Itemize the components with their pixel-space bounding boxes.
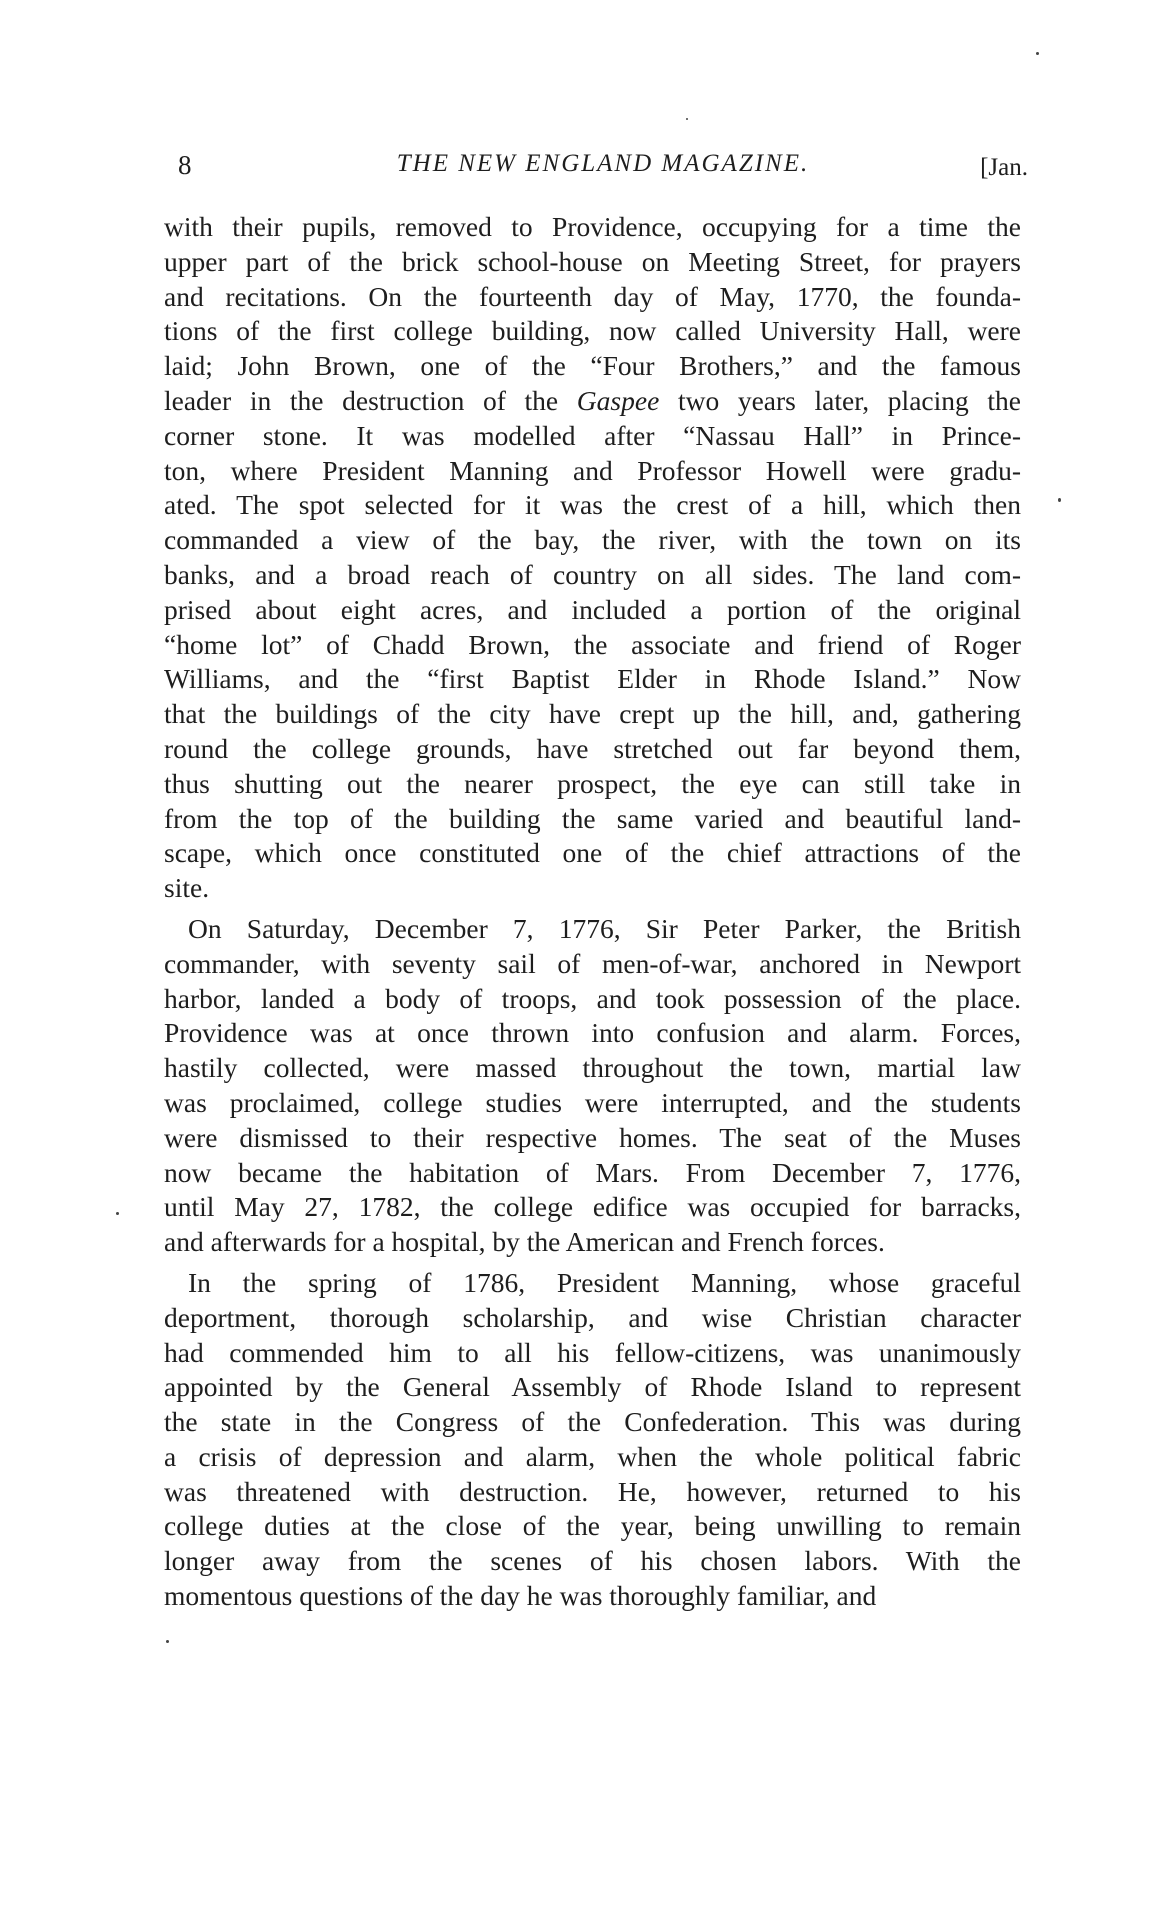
text-line: momentous questions of the day he was thoroughly familiar, and xyxy=(164,1580,877,1612)
text-line: ated. The spot selected for it was the crest of a hill, which then xyxy=(164,489,1021,521)
text-line: that the buildings of the city have crept up the hill, and, gathering xyxy=(164,698,1021,730)
magazine-title: THE NEW ENGLAND MAGAZINE. xyxy=(396,150,810,177)
text-line: was threatened with destruction. He, however, returned to his xyxy=(164,1475,1021,1507)
text-line: from the top of the building the same varied and beautiful land- xyxy=(164,802,1021,834)
text-line: ton, where President Manning and Professor Howell were gradu- xyxy=(164,454,1021,486)
text-line: thus shutting out the nearer prospect, the eye can still take in xyxy=(164,767,1021,799)
text-line: tions of the first college building, now called University Hall, were xyxy=(164,315,1021,347)
scan-speck xyxy=(1058,498,1061,502)
text-line: had commended him to all his fellow-citizens, was unanimously xyxy=(164,1336,1021,1368)
text-line: leader in the destruction of the Gaspee two years later, placing the xyxy=(164,384,1021,416)
text-line: commanded a view of the bay, the river, with the town on its xyxy=(164,524,1021,556)
text-line: and recitations. On the fourteenth day of May, 1770, the founda- xyxy=(164,280,1021,312)
text-line: deportment, thorough scholarship, and wise Christian character xyxy=(164,1301,1021,1333)
text-line: were dismissed to their respective homes. The seat of the Muses xyxy=(164,1121,1021,1153)
text-line: was proclaimed, college studies were interrupted, and the students xyxy=(164,1086,1021,1118)
text-line: hastily collected, were massed throughout the town, martial law xyxy=(164,1052,1021,1084)
text-line: commander, with seventy sail of men-of-war, anchored in Newport xyxy=(164,947,1021,979)
text-line: “home lot” of Chadd Brown, the associate and friend of Roger xyxy=(164,628,1021,660)
scan-speck xyxy=(1036,52,1039,55)
italic-ship-name: Gaspee xyxy=(576,384,660,416)
text-line: until May 27, 1782, the college edifice was occupied for barracks, xyxy=(164,1191,1021,1223)
text-line: corner stone. It was modelled after “Nassau Hall” in Prince- xyxy=(164,419,1021,451)
text-line: now became the habitation of Mars. From December 7, 1776, xyxy=(164,1156,1021,1188)
text-line: the state in the Congress of the Confederation. This was during xyxy=(164,1406,1021,1438)
article-body xyxy=(164,210,1021,1614)
text-line: Williams, and the “first Baptist Elder in Rhode Island.” Now xyxy=(164,663,1021,695)
text-line: a crisis of depression and alarm, when the whole political fabric xyxy=(164,1440,1021,1472)
running-header xyxy=(178,150,1028,190)
text-line: Providence was at once thrown into confusion and alarm. Forces, xyxy=(164,1017,1021,1049)
issue-month: [Jan. xyxy=(980,154,1028,181)
scan-speck xyxy=(166,1640,169,1643)
text-line: scape, which once constituted one of the chief attractions of the xyxy=(164,837,1021,869)
text-line: appointed by the General Assembly of Rhode Island to represent xyxy=(164,1371,1021,1403)
text-line: harbor, landed a body of troops, and took possession of the place. xyxy=(164,982,1021,1014)
text-line: longer away from the scenes of his chosen labors. With the xyxy=(164,1545,1021,1577)
text-line: banks, and a broad reach of country on all sides. The land com- xyxy=(164,558,1021,590)
text-line: prised about eight acres, and included a portion of the original xyxy=(164,593,1021,625)
text-line: and afterwards for a hospital, by the American and French forces. xyxy=(164,1226,885,1258)
text-line: round the college grounds, have stretched out far beyond them, xyxy=(164,732,1021,764)
text-line: In the spring of 1786, President Manning, whose graceful xyxy=(188,1266,1021,1298)
text-line: upper part of the brick school-house on Meeting Street, for prayers xyxy=(164,245,1021,277)
text-line: with their pupils, removed to Providence, occupying for a time the xyxy=(164,211,1021,242)
text-line: On Saturday, December 7, 1776, Sir Peter Parker, the British xyxy=(188,912,1021,944)
scan-speck xyxy=(686,118,688,120)
text-line: laid; John Brown, one of the “Four Brothers,” and the famous xyxy=(164,350,1021,382)
page-number: 8 xyxy=(178,150,192,180)
text-line: college duties at the close of the year, being unwilling to remain xyxy=(164,1510,1021,1542)
scan-speck xyxy=(116,1212,119,1215)
paragraph-2 xyxy=(164,912,1021,1260)
paragraph-1 xyxy=(164,210,1021,906)
paragraph-3 xyxy=(164,1266,1021,1614)
text-line: site. xyxy=(164,872,210,904)
